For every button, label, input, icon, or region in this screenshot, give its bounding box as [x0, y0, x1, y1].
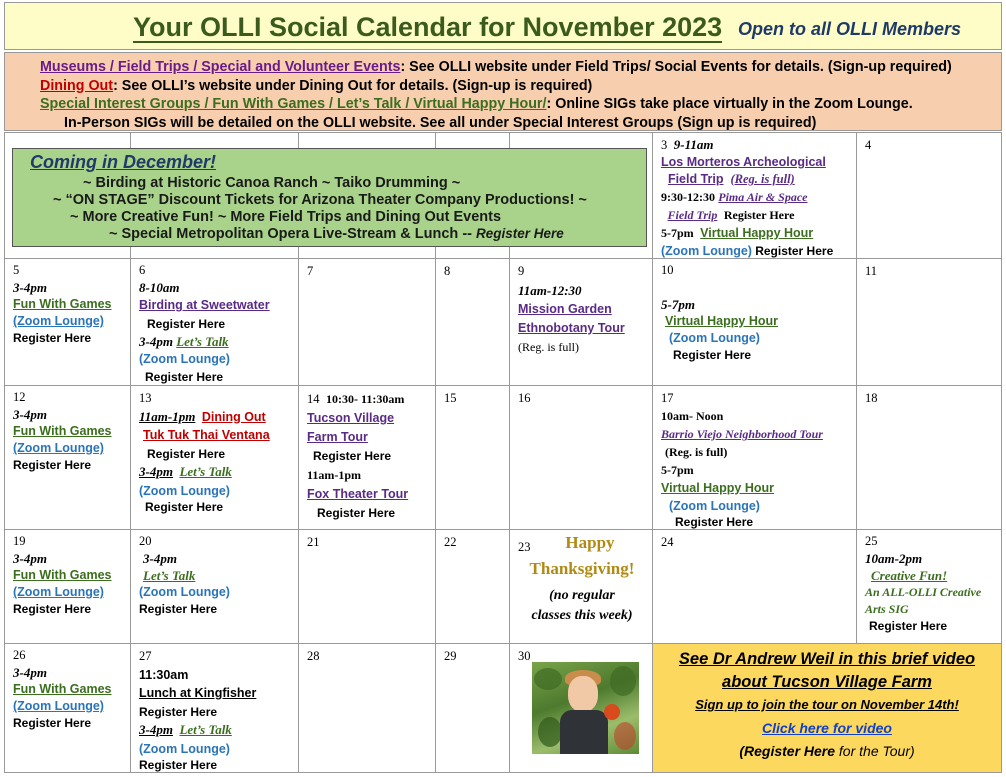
calendar-cell-day-16 — [509, 385, 653, 530]
day-number: 30 — [518, 649, 531, 663]
day-number: 9 — [518, 264, 525, 278]
page-title: Your OLLI Social Calendar for November 2023 — [133, 12, 723, 42]
title-bar — [4, 2, 1002, 50]
register-link[interactable]: Register Here — [145, 500, 224, 514]
zoom-lounge-link[interactable]: (Zoom Lounge) — [13, 585, 104, 599]
calendar-cell-day-21 — [298, 529, 436, 644]
museums-link[interactable]: Museums / Field Trips / Special and Volunteer Events — [40, 59, 401, 75]
register-link[interactable]: Register Here — [317, 506, 396, 520]
calendar-cell-day-26 — [4, 643, 131, 773]
zoom-lounge-link[interactable]: (Zoom Lounge) — [669, 331, 760, 345]
december-line-text: ~ Special Metropolitan Opera Live-Stream & Lunch -- — [109, 226, 472, 242]
event-link[interactable]: Los Morteros Archeological — [661, 155, 826, 169]
calendar-cell-day-19 — [4, 529, 131, 644]
calendar-cell-day-17 — [652, 385, 857, 530]
calendar-cell-day-22 — [435, 529, 510, 644]
calendar-cell-day-8 — [435, 258, 510, 386]
info-line-inperson: In-Person SIGs will be detailed on the OLLI website. See all under Special Interest Groups (Sign up is required) — [64, 114, 817, 131]
event-link[interactable]: Fun With Games — [13, 297, 112, 311]
dining-text: : See OLLI’s website under Dining Out for details. (Sign-up is required) — [113, 77, 593, 94]
day-number: 13 — [139, 391, 152, 405]
day-number: 20 — [139, 534, 152, 548]
calendar-cell-day-18 — [856, 385, 1002, 530]
info-line-dining — [40, 77, 1001, 96]
day-number: 8 — [444, 264, 451, 278]
calendar-cell-day-5 — [4, 258, 131, 386]
register-link[interactable]: Register Here — [145, 370, 224, 384]
event-time: 10am- Noon — [661, 409, 724, 423]
calendar-cell-day-25 — [856, 529, 1002, 644]
calendar-cell-day-13 — [130, 385, 299, 530]
event-time: 3-4pm — [143, 551, 177, 566]
event-time: 3-4pm — [13, 280, 47, 295]
day-number: 25 — [865, 534, 878, 548]
event-link[interactable]: Let’s Talk — [143, 568, 196, 583]
event-link[interactable]: Birding at Sweetwater — [139, 298, 270, 312]
event-time: 11am-1pm — [139, 408, 196, 424]
day-number: 24 — [661, 535, 674, 549]
calendar-cell-day-7 — [298, 258, 436, 386]
event-time: 3-4pm — [13, 665, 47, 680]
click-here-video-link[interactable]: Click here for video — [762, 720, 892, 736]
thanksgiving-note-line: (no regular — [549, 588, 615, 603]
calendar-cell-day-10 — [652, 258, 857, 386]
zoom-lounge-link[interactable]: (Zoom Lounge) — [139, 483, 230, 498]
calendar-cell-day-14 — [298, 385, 436, 530]
event-link[interactable]: Field Trip — [667, 208, 718, 222]
info-banner — [4, 52, 1002, 131]
calendar-cell-day-27 — [130, 643, 299, 773]
calendar-cell-day-23 — [509, 529, 653, 644]
register-link[interactable]: Register Here — [313, 449, 392, 463]
zoom-lounge-link[interactable]: (Zoom Lounge) — [661, 244, 752, 258]
register-link[interactable]: Register Here — [755, 244, 834, 258]
day-number: 29 — [444, 649, 457, 663]
thanksgiving-title: Thanksgiving! — [529, 559, 635, 578]
sig-text: : Online SIGs take place virtually in the Zoom Lounge. — [546, 96, 913, 112]
reg-full-note: (Reg. is full) — [730, 172, 795, 186]
day-number: 11 — [865, 264, 878, 278]
day-number: 15 — [444, 391, 457, 405]
register-link[interactable]: (Register Here — [739, 743, 836, 759]
sig-link[interactable]: Special Interest Groups / Fun With Games / Let’s Talk / Virtual Happy Hour/ — [40, 96, 547, 112]
dining-link[interactable]: Dining Out — [40, 77, 114, 94]
register-link[interactable]: Register Here — [675, 515, 754, 529]
event-time: 11am-12:30 — [518, 283, 582, 298]
day-number: 18 — [865, 391, 878, 405]
register-link[interactable]: Register Here — [13, 331, 92, 345]
december-line — [109, 226, 564, 242]
event-link[interactable]: Fox Theater Tour — [307, 487, 409, 501]
info-line-sig — [40, 95, 1001, 114]
day-number: 28 — [307, 649, 320, 663]
event-link[interactable]: Barrio Viejo Neighborhood Tour — [661, 427, 823, 441]
register-link[interactable]: Register Here — [139, 602, 218, 616]
calendar-cell-day-6 — [130, 258, 299, 386]
dining-out-link[interactable]: Lunch at Kingfisher — [139, 686, 257, 700]
reg-full-note: (Reg. is full) — [518, 340, 579, 354]
calendar-cell-day-3 — [652, 132, 857, 259]
weil-video-link[interactable]: about Tucson Village Farm — [722, 673, 932, 691]
day-number: 12 — [13, 390, 26, 404]
december-line: ~ More Creative Fun! ~ More Field Trips and Dining Out Events — [70, 209, 502, 225]
event-time: 3-4pm — [139, 334, 173, 349]
event-time: 3-4pm — [139, 722, 173, 737]
calendar-cell-day-4 — [856, 132, 1002, 259]
day-number: 22 — [444, 535, 457, 549]
reg-full-note: (Reg. is full) — [665, 445, 728, 459]
event-link[interactable]: Fun With Games — [13, 424, 112, 438]
event-link[interactable]: Creative Fun! — [871, 568, 948, 583]
andrew-weil-video-box — [652, 643, 1002, 773]
register-link[interactable]: Register Here — [673, 348, 752, 362]
event-description: Arts SIG — [865, 602, 909, 616]
event-link[interactable]: Tucson Village — [307, 411, 395, 425]
calendar-cell-day-12 — [4, 385, 131, 530]
event-time: 3-4pm — [13, 551, 47, 566]
calendar-cell-day-9 — [509, 258, 653, 386]
calendar-cell-day-11 — [856, 258, 1002, 386]
day-number: 16 — [518, 391, 531, 405]
day-number: 14 — [307, 392, 320, 406]
day-number: 7 — [307, 264, 314, 278]
museums-text: : See OLLI website under Field Trips/ Social Events for details. (Sign-up required) — [400, 59, 952, 75]
event-link[interactable]: Let’s Talk — [179, 722, 232, 737]
page-subtitle: Open to all OLLI Members — [738, 19, 962, 39]
event-time: 5-7pm — [661, 226, 694, 240]
event-time: 5-7pm — [661, 297, 695, 312]
event-description: An ALL-OLLI Creative — [865, 585, 982, 599]
weil-video-link[interactable]: See Dr Andrew Weil in this brief video — [678, 650, 976, 668]
event-time: 11am-1pm — [307, 468, 361, 482]
zoom-lounge-link[interactable]: (Zoom Lounge) — [13, 699, 104, 713]
register-link[interactable]: Register Here — [139, 704, 218, 719]
event-link[interactable]: Field Trip — [667, 172, 724, 186]
event-link[interactable]: Let’s Talk — [176, 334, 229, 349]
event-time: 5-7pm — [661, 463, 694, 477]
zoom-lounge-link[interactable]: (Zoom Lounge) — [13, 314, 104, 328]
calendar-cell-day-20 — [130, 529, 299, 644]
register-link[interactable]: Register Here — [13, 458, 92, 472]
event-link[interactable]: Fun With Games — [13, 682, 112, 696]
calendar-cell-day-29 — [435, 643, 510, 773]
register-link[interactable]: Register Here — [13, 602, 92, 616]
zoom-lounge-link[interactable]: (Zoom Lounge) — [139, 585, 230, 599]
event-time: 10:30- 11:30am — [326, 392, 405, 406]
day-number: 23 — [518, 540, 531, 554]
day-number: 21 — [307, 535, 320, 549]
event-time: 9-11am — [673, 137, 714, 152]
day-number: 17 — [661, 391, 674, 405]
event-link[interactable]: Fun With Games — [13, 568, 112, 582]
thanksgiving-happy: Happy — [565, 533, 615, 552]
event-link[interactable]: Virtual Happy Hour — [700, 226, 814, 240]
event-link[interactable]: Ethnobotany Tour — [518, 321, 625, 335]
thanksgiving-note — [510, 586, 653, 626]
event-link[interactable]: Farm Tour — [307, 430, 368, 444]
register-link[interactable]: Register Here — [476, 226, 564, 241]
december-line: ~ “ON STAGE” Discount Tickets for Arizona Theater Company Productions! ~ — [53, 192, 587, 208]
zoom-lounge-link[interactable]: (Zoom Lounge) — [139, 352, 230, 366]
tour-signup-link[interactable]: Sign up to join the tour on November 14th! — [695, 697, 959, 712]
day-number: 3 — [661, 138, 668, 152]
december-title: Coming in December! — [30, 152, 217, 172]
event-link[interactable]: Pima Air & Space — [718, 190, 808, 204]
event-time: 9:30-12:30 — [661, 190, 715, 204]
child-with-tomato-photo[interactable] — [532, 662, 639, 754]
day-number: 27 — [139, 649, 152, 663]
zoom-lounge-link[interactable]: (Zoom Lounge) — [13, 441, 104, 455]
event-link[interactable]: Virtual Happy Hour — [661, 481, 774, 495]
event-link[interactable]: Let’s Talk — [179, 464, 232, 479]
tour-text: for the Tour) — [835, 743, 915, 759]
dining-out-link[interactable]: Dining Out — [201, 409, 266, 424]
day-number: 19 — [13, 534, 26, 548]
event-time: 8-10am — [139, 280, 180, 295]
event-link[interactable]: Tuk Tuk Thai Ventana — [143, 428, 270, 442]
register-link[interactable]: Register Here — [869, 619, 948, 633]
event-time: 10am-2pm — [865, 551, 923, 566]
register-link[interactable]: Register Here — [723, 208, 795, 222]
info-line-museums — [40, 58, 1001, 77]
day-number: 6 — [139, 263, 146, 277]
calendar-cell-day-28 — [298, 643, 436, 773]
event-time: 3-4pm — [139, 464, 173, 479]
day-number: 10 — [661, 263, 674, 277]
register-link[interactable]: Register Here — [147, 446, 226, 461]
december-line: ~ Birding at Historic Canoa Ranch ~ Taiko Drumming ~ — [83, 175, 461, 191]
coming-in-december-box — [12, 148, 647, 247]
thanksgiving-note-line: classes this week) — [531, 608, 633, 623]
calendar-cell-day-24 — [652, 529, 857, 644]
event-link[interactable]: Virtual Happy Hour — [665, 314, 778, 328]
zoom-lounge-link[interactable]: (Zoom Lounge) — [139, 741, 230, 756]
register-link[interactable]: Register Here — [147, 317, 226, 331]
register-link[interactable]: Register Here — [13, 716, 92, 730]
day-number: 5 — [13, 263, 20, 277]
event-link[interactable]: Mission Garden — [518, 302, 612, 316]
day-number: 26 — [13, 648, 26, 662]
event-time: 3-4pm — [13, 407, 47, 422]
day-number: 4 — [865, 138, 872, 152]
calendar-cell-day-15 — [435, 385, 510, 530]
zoom-lounge-link[interactable]: (Zoom Lounge) — [669, 499, 760, 513]
event-time: 11:30am — [139, 667, 189, 682]
register-link[interactable]: Register Here — [139, 758, 218, 772]
